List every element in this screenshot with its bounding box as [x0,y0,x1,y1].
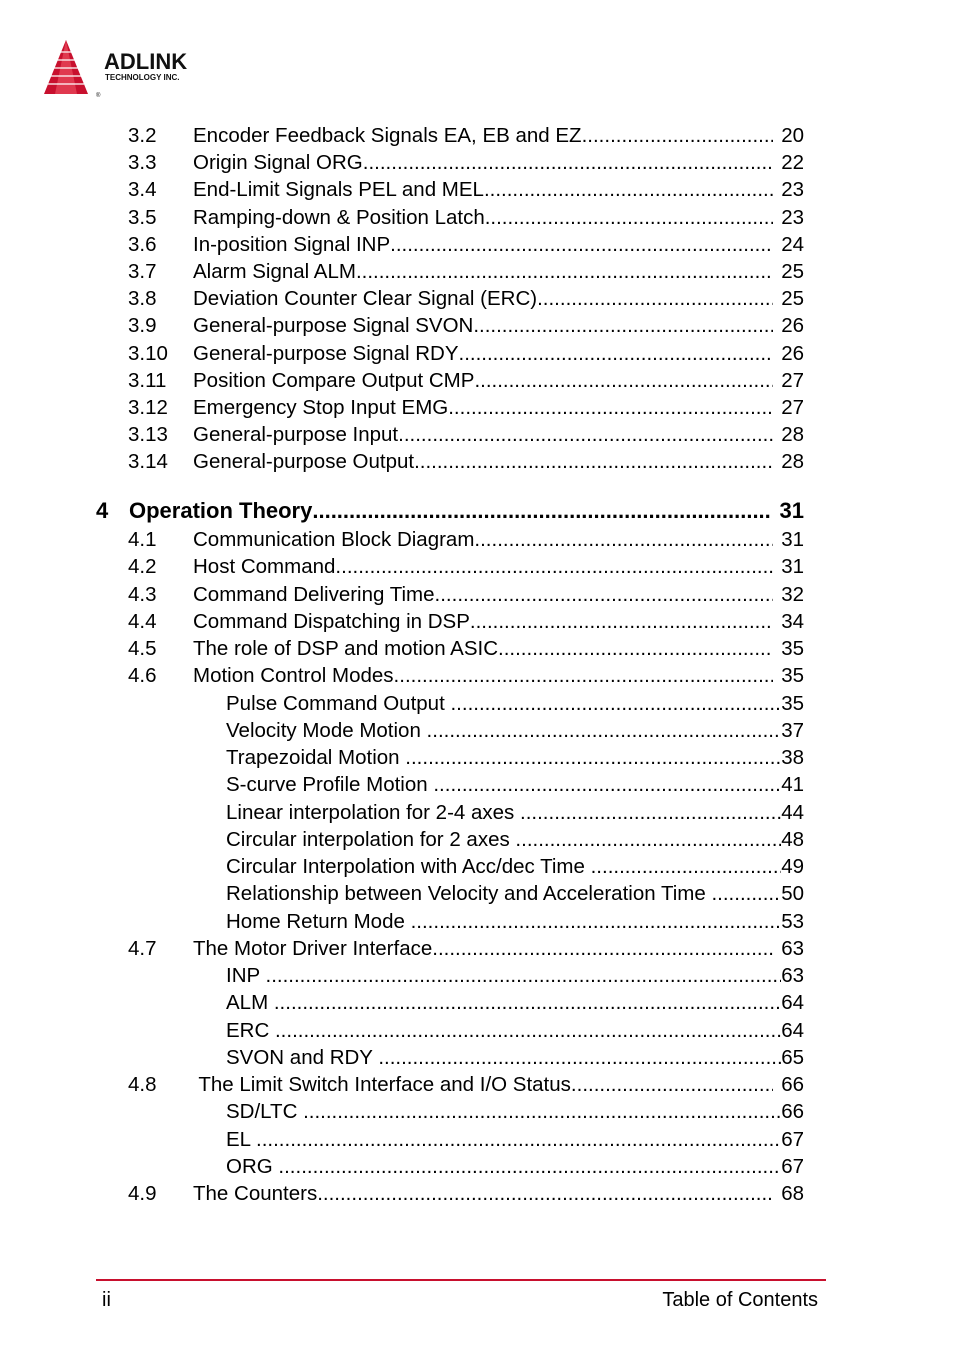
toc-entry[interactable] [0,635,954,662]
toc-entry-page: 27 [781,368,804,392]
toc-subentry[interactable] [0,1098,954,1125]
toc-entry-number: 3.11 [128,368,167,392]
toc-entry-number: 3.8 [128,287,157,311]
toc-entry-title: Circular interpolation for 2 axes [226,827,516,851]
toc-entry-title: Command Dispatching in DSP [193,609,470,633]
toc-entry-title: Home Return Mode [226,909,411,933]
logo-text: ADLINK [104,49,188,74]
toc-entry-title: ERC [226,1018,275,1042]
toc-entry-number: 3.9 [128,314,157,338]
toc-dot-leader [398,421,773,448]
toc-entry-page: 38 [781,746,804,769]
toc-entry[interactable] [0,231,954,258]
toc-dot-leader [474,526,773,553]
toc-subentry[interactable] [0,717,954,744]
toc-entry[interactable] [0,1071,954,1098]
toc-entry-number: 3.4 [128,178,157,202]
toc-dot-leader [317,1180,773,1207]
toc-dot-leader [303,1098,781,1125]
toc-entry[interactable] [0,553,954,580]
toc-dot-leader [432,935,773,962]
toc-subentry[interactable] [0,962,954,989]
toc-dot-leader [711,880,781,907]
toc-entry[interactable] [0,122,954,149]
toc-entry-title: Motion Control Modes [193,664,394,688]
toc-dot-leader [274,989,781,1016]
toc-entry-number: 4.2 [128,555,157,579]
toc-entry[interactable] [0,340,954,367]
toc-dot-leader [484,176,773,203]
toc-entry-title: Circular Interpolation with Acc/dec Time [226,855,591,878]
toc-entry[interactable] [0,662,954,689]
toc-entry-page: 31 [781,555,804,579]
toc-entry-page: 67 [781,1154,804,1178]
toc-subentry[interactable] [0,1044,954,1071]
toc-entry-page: 31 [779,498,804,523]
toc-entry-title: Velocity Mode Motion [226,718,427,742]
toc-entry-title: The role of DSP and motion ASIC [193,637,499,660]
footer-page-number: ii [102,1289,111,1311]
toc-entry-number: 4.4 [128,609,157,633]
toc-subentry[interactable] [0,826,954,853]
toc-dot-leader [498,635,773,662]
toc-dot-leader [450,690,781,717]
toc-subentry[interactable] [0,771,954,798]
toc-entry[interactable] [0,935,954,962]
toc-entry-page: 31 [781,528,804,551]
toc-entry-title: Alarm Signal ALM [193,260,356,283]
toc-entry-number: 3.14 [128,450,168,474]
toc-entry-number: 4.9 [128,1182,157,1205]
toc-entry-page: 41 [781,773,804,797]
toc-entry-title: General-purpose Output [193,450,415,474]
toc-entry[interactable] [0,526,954,553]
toc-entry-number: 3.6 [128,232,157,256]
toc-entry-page: 35 [781,664,804,688]
toc-entry[interactable] [0,367,954,394]
toc-dot-leader [275,1017,781,1044]
toc-entry-number: 3.13 [128,423,168,447]
toc-entry-title: Communication Block Diagram [193,528,475,551]
toc-entry-page: 48 [781,827,804,851]
toc-entry[interactable] [0,176,954,203]
toc-dot-leader [405,744,781,771]
toc-dot-leader [356,258,773,285]
toc-dot-leader [435,581,774,608]
toc-entry-title: Deviation Counter Clear Signal (ERC) [193,287,538,311]
toc-entry[interactable] [0,285,954,312]
toc-entry-title: Relationship between Velocity and Acceleration Time [226,882,712,906]
toc-entry-page: 26 [781,314,804,338]
toc-entry-title: Host Command [193,555,336,579]
toc-subentry[interactable] [0,1153,954,1180]
toc-entry-page: 63 [781,964,804,987]
toc-dot-leader [335,553,773,580]
toc-entry[interactable] [0,204,954,231]
toc-entry-number: 4.3 [128,582,157,606]
toc-entry[interactable] [0,448,954,475]
toc-entry-title: Command Delivering Time [193,582,435,606]
toc-entry-page: 25 [781,260,804,283]
toc-entry-number: 4.6 [128,664,157,688]
toc-dot-leader [591,853,782,880]
toc-dot-leader [278,1153,781,1180]
toc-entry-page: 22 [781,151,804,175]
toc-dot-leader [427,717,782,744]
toc-entry-page: 49 [781,855,804,878]
toc-entry-number: 4.1 [128,528,157,551]
logo-subtext: TECHNOLOGY INC. [105,73,180,82]
toc-entry-page: 68 [781,1182,804,1205]
toc-entry-page: 37 [781,718,804,742]
toc-entry[interactable] [0,608,954,635]
toc-entry[interactable] [0,258,954,285]
toc-entry-page: 67 [781,1127,804,1151]
toc-subentry[interactable] [0,989,954,1016]
toc-entry[interactable] [0,581,954,608]
toc-dot-leader [378,1044,781,1071]
toc-entry-title: S-curve Profile Motion [226,773,434,797]
toc-entry-title: ALM [226,991,274,1015]
toc-dot-leader [470,608,773,635]
toc-dot-leader [411,908,782,935]
toc-dot-leader [485,204,773,231]
toc-subentry[interactable] [0,799,954,826]
toc-entry-page: 23 [781,205,804,229]
toc-entry-title: Emergency Stop Input EMG [193,396,449,419]
toc-entry-number: 3.12 [128,396,168,419]
toc-dot-leader [433,771,781,798]
toc-subentry[interactable] [0,1017,954,1044]
toc-entry-title: EL [226,1127,257,1151]
toc-subentry[interactable] [0,880,954,907]
toc-entry-page: 66 [781,1073,804,1096]
toc-dot-leader [414,448,773,475]
toc-entry-page: 53 [781,909,804,933]
toc-entry-page: 26 [781,341,804,365]
toc-entry-title: INP [226,964,266,987]
toc-entry-title: The Motor Driver Interface [193,936,433,960]
toc-entry-title: The Limit Switch Interface and I/O Status [193,1073,571,1096]
toc-entry[interactable] [0,1180,954,1207]
toc-entry-page: 28 [781,423,804,447]
toc-entry[interactable] [0,312,954,339]
toc-dot-leader [459,340,774,367]
toc-entry[interactable] [0,149,954,176]
toc-subentry[interactable] [0,690,954,717]
toc-entry-number: 3.2 [128,124,157,147]
adlink-logo-mark-icon [44,40,88,94]
toc-entry-page: 35 [781,637,804,660]
toc-entry-title: The Counters [193,1182,318,1205]
toc-chapter-entry[interactable] [0,497,954,524]
toc-dot-leader [582,122,774,149]
toc-entry-title: Trapezoidal Motion [226,746,406,769]
toc-dot-leader [520,799,781,826]
toc-entry-page: 23 [781,178,804,202]
toc-entry-number: 3.10 [128,341,168,365]
toc-entry-title: General-purpose Input [193,423,399,447]
toc-entry-title: General-purpose Signal SVON [193,314,474,338]
toc-entry-page: 28 [781,450,804,474]
footer-section-title: Table of Contents [662,1289,818,1311]
toc-entry-page: 63 [781,936,804,960]
toc-entry-page: 35 [781,691,804,715]
toc-dot-leader [390,231,773,258]
toc-entry-number: 4.7 [128,936,157,960]
adlink-logo [42,38,242,100]
toc-entry[interactable] [0,421,954,448]
toc-entry[interactable] [0,394,954,421]
toc-dot-leader [515,826,781,853]
toc-dot-leader [266,962,782,989]
toc-entry-title: Pulse Command Output [226,691,451,715]
toc-entry-title: Encoder Feedback Signals EA, EB and EZ [193,124,582,147]
toc-dot-leader [394,662,774,689]
toc-entry-number: 4.8 [128,1073,157,1096]
toc-dot-leader [474,367,773,394]
toc-entry-page: 25 [781,287,804,311]
toc-entry-title: Operation Theory [129,498,313,523]
toc-entry-title: General-purpose Signal RDY [193,341,459,365]
toc-entry-page: 66 [781,1100,804,1124]
registered-icon: ® [96,93,101,99]
toc-entry-page: 65 [781,1045,804,1069]
toc-entry-page: 50 [781,882,804,906]
toc-entry-title: SVON and RDY [226,1045,379,1069]
toc-subentry[interactable] [0,908,954,935]
toc-subentry[interactable] [0,744,954,771]
toc-dot-leader [448,394,773,421]
toc-dot-leader [473,312,773,339]
toc-entry-number: 4 [96,498,109,523]
toc-entry-title: ORG [226,1154,279,1178]
toc-dot-leader [256,1126,781,1153]
toc-entry-title: Linear interpolation for 2-4 axes [226,800,521,824]
toc-entry-title: Position Compare Output CMP [193,368,475,392]
toc-entry-number: 3.7 [128,260,157,283]
toc-entry-title: Ramping-down & Position Latch [193,205,485,229]
toc-entry-page: 44 [781,800,804,824]
toc-entry-page: 64 [781,1018,804,1042]
toc-entry-page: 64 [781,991,804,1015]
toc-entry-title: In-position Signal INP [193,232,391,256]
toc-entry-page: 24 [781,232,804,256]
toc-entry-number: 3.5 [128,205,157,229]
toc-subentry[interactable] [0,853,954,880]
toc-entry-page: 27 [781,396,804,419]
toc-dot-leader [537,285,773,312]
toc-dot-leader [312,497,771,524]
toc-dot-leader [571,1071,773,1098]
toc-entry-title: SD/LTC [226,1100,304,1124]
toc-entry-page: 34 [781,609,804,633]
toc-dot-leader [363,149,773,176]
toc-subentry[interactable] [0,1126,954,1153]
toc-entry-number: 4.5 [128,637,157,660]
toc-entry-page: 32 [781,582,804,606]
toc-entry-title: Origin Signal ORG [193,151,363,175]
toc-entry-page: 20 [781,124,804,147]
toc-entry-number: 3.3 [128,151,157,175]
footer-divider [96,1279,826,1281]
toc-entry-title: End-Limit Signals PEL and MEL [193,178,484,202]
